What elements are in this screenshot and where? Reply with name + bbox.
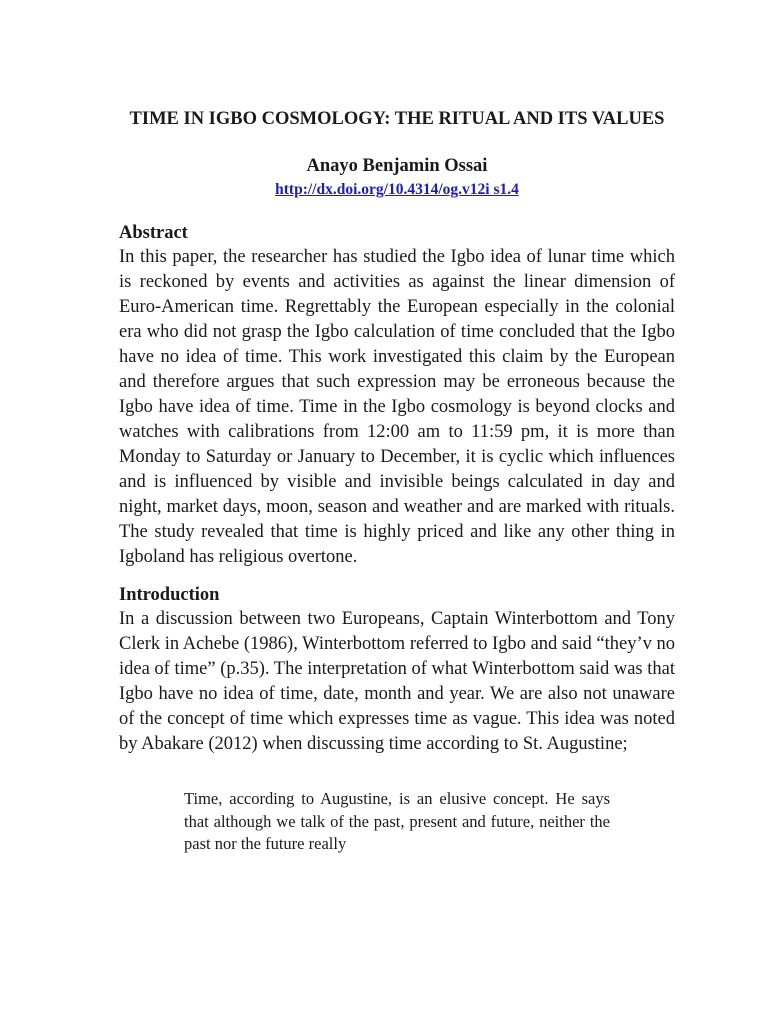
introduction-text: In a discussion between two Europeans, Captain Winterbottom and Tony Clerk in Achebe (1986), Winterbottom referred to Igbo and said “they’v no idea of time” (p.35). The interpretation of what Winterbottom said was that Igbo have no idea of time, date, month and year. We are also not unaware of the concept of time which expresses time as vague. This idea was noted by Abakare (2012) when discussing time according to St. Augustine;	[119, 609, 675, 754]
author-name: Anayo Benjamin Ossai	[306, 156, 488, 176]
block-quote: Time, according to Augustine, is an elusive concept. He says that although we talk of the past, present and future, neither the past nor the future really	[184, 789, 610, 853]
abstract-heading: Abstract	[119, 223, 188, 243]
abstract-text: In this paper, the researcher has studied the Igbo idea of lunar time which is reckoned by events and activities as against the linear dimension of Euro-American time. Regrettably the European especially in the colonial era who did not grasp the Igbo calculation of time concluded that the Igbo have no idea of time. This work investigated this claim by the European and therefore argues that such expression may be erroneous because the Igbo have idea of time. Time in the Igbo cosmology is beyond clocks and watches with calibrations from 12:00 am to 11:59 pm, it is more than Monday to Saturday or January to December, it is cyclic which influences and is influenced by visible and invisible beings calculated in day and night, market days, moon, season and weather and are marked with rituals. The study revealed that time is highly priced and like any other thing in Igboland has religious overtone.	[119, 247, 675, 567]
article-page	[119, 106, 675, 856]
introduction-heading: Introduction	[119, 585, 220, 605]
article-title: TIME IN IGBO COSMOLOGY: THE RITUAL AND ITS VALUES	[129, 109, 665, 129]
doi-link[interactable]: http://dx.doi.org/10.4314/og.v12i s1.4	[275, 181, 519, 198]
